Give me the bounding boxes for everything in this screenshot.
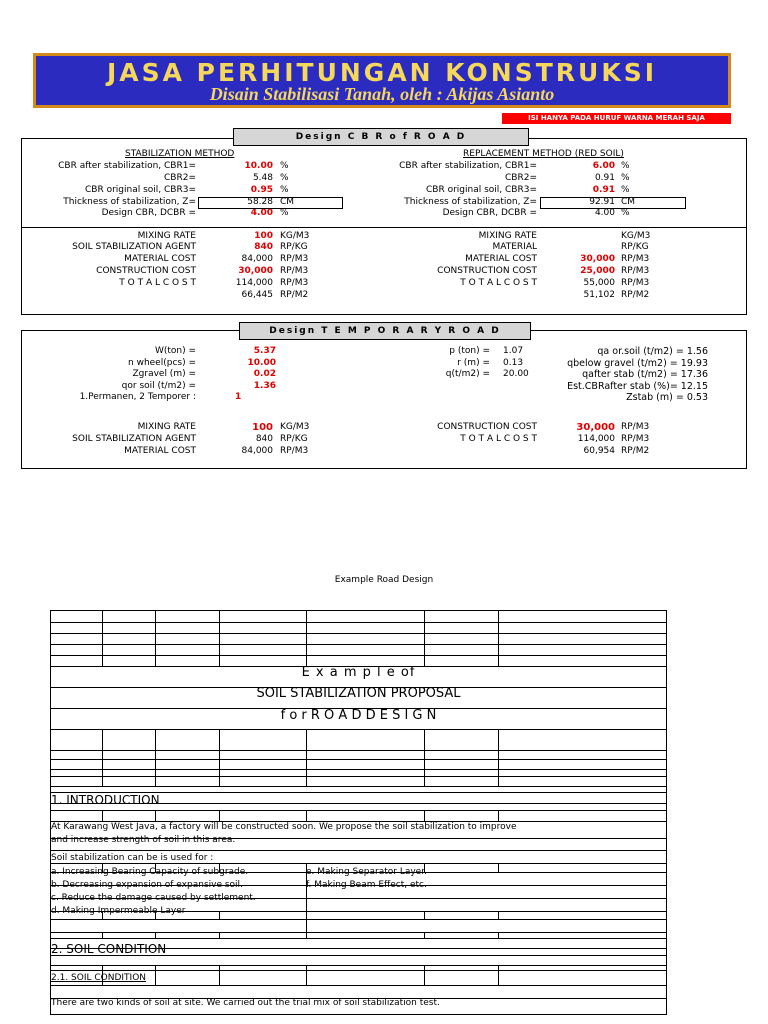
stab-cost-label: CONSTRUCTION COST [96, 266, 196, 276]
stab-cost-label: SOIL STABILIZATION AGENT [72, 242, 196, 252]
stab-row-label: CBR original soil, CBR3= [85, 185, 196, 195]
section-soil-condition: 2. SOIL CONDITION [51, 942, 167, 956]
temp-cost-unit: RP/KG [280, 434, 308, 444]
stab-row-value: 4.00 [250, 208, 273, 218]
temp-cost-value: 100 [252, 422, 273, 433]
repl-row-value: 92.91 [589, 197, 615, 207]
subsection-soil-condition: 2.1. SOIL CONDITION [51, 973, 147, 983]
grid-hline [50, 850, 667, 851]
temp-mid-value: 20.00 [503, 369, 529, 379]
temp-left-label: n wheel(pcs) = [128, 358, 196, 368]
grid-vline [498, 863, 499, 872]
temp-cost-label: MIXING RATE [137, 422, 196, 432]
grid-hline [50, 759, 667, 760]
repl-row-value: 0.91 [594, 173, 615, 183]
grid-vline [498, 965, 499, 985]
stab-cost-unit: KG/M3 [280, 231, 310, 241]
stab-row-unit: % [280, 161, 289, 171]
item-a: a. Increasing Bearing Capacity of subgrade. [51, 867, 249, 877]
grid-vline [219, 965, 220, 985]
grid-vline [219, 729, 220, 786]
grid-vline [102, 932, 103, 938]
grid-hline [50, 863, 667, 864]
stab-row-unit: % [280, 208, 289, 218]
repl-row-unit: % [621, 173, 630, 183]
stab-row-value: 58.28 [247, 197, 273, 207]
grid-vline [102, 729, 103, 786]
intro-line-1: At Karawang West Java, a factory will be constructed soon. We propose the soil stabilization to improve [51, 822, 517, 832]
repl-row-value: 6.00 [592, 161, 615, 171]
grid-vline [424, 810, 425, 821]
grid-vline [424, 729, 425, 786]
grid-vline [306, 932, 307, 938]
grid-vline [219, 911, 220, 919]
temp-cost-value: 30,000 [576, 422, 615, 433]
stab-cost-unit: RP/KG [280, 242, 308, 252]
grid-vline [306, 919, 307, 932]
temp-mid-label: q(t/m2) = [445, 369, 490, 379]
stab-cost-label: MATERIAL COST [124, 254, 196, 264]
grid-vline [498, 610, 499, 666]
temp-cost-label: T O T A L C O S T [460, 434, 537, 444]
grid-vline [424, 965, 425, 985]
stab-cost-value: 66,445 [241, 290, 273, 300]
section-introduction: 1. INTRODUCTION [51, 793, 160, 807]
grid-vline [155, 932, 156, 938]
grid-vline [155, 965, 156, 985]
temp-right-line: qbelow gravel (t/m2) = 19.93 [567, 358, 708, 369]
repl-method-title: REPLACEMENT METHOD (RED SOIL) [463, 149, 624, 159]
repl-thickness-box [540, 197, 686, 209]
grid-hline [50, 750, 667, 751]
grid-vline [424, 911, 425, 919]
temp-cost-unit: RP/M2 [621, 446, 650, 456]
temp-left-value: 0.02 [253, 369, 276, 379]
grid-hline [50, 644, 667, 645]
grid-hline [50, 932, 667, 933]
grid-vline [219, 810, 220, 821]
banner-subtitle: Disain Stabilisasi Tanah, oleh : Akijas Asianto [209, 84, 555, 104]
grid-vline [498, 810, 499, 821]
repl-cost-unit: RP/KG [621, 242, 649, 252]
repl-cost-label: CONSTRUCTION COST [437, 266, 537, 276]
repl-row-label: CBR2= [505, 173, 537, 183]
temp-left-label: Zgravel (m) = [132, 369, 196, 379]
stab-thickness-box [198, 197, 343, 209]
repl-row-label: Thickness of stabilization, Z= [404, 197, 537, 207]
grid-vline [306, 911, 307, 919]
stab-cost-value: 30,000 [238, 266, 273, 276]
grid-hline [50, 655, 667, 656]
repl-cost-unit: RP/M2 [621, 290, 650, 300]
repl-row-unit: % [621, 208, 630, 218]
grid-vline [155, 810, 156, 821]
grid-vline [498, 729, 499, 786]
item-e: e. Making Separator Layer. [306, 867, 427, 877]
temp-left-value: 5.37 [253, 346, 276, 356]
temp-cost-unit: KG/M3 [280, 422, 310, 432]
grid-vline [102, 610, 103, 666]
repl-cost-unit: RP/M3 [621, 278, 650, 288]
grid-vline [219, 610, 220, 666]
stab-row-value: 10.00 [244, 161, 273, 171]
repl-cost-value: 55,000 [583, 278, 615, 288]
repl-cost-label: T O T A L C O S T [460, 278, 537, 288]
banner-title: JASA PERHITUNGAN KONSTRUKSI [106, 58, 658, 87]
grid-hline [50, 919, 667, 920]
stab-row-unit: % [280, 185, 289, 195]
grid-hline [50, 610, 667, 611]
stab-cost-unit: RP/M3 [280, 278, 309, 288]
grid-hline [50, 622, 667, 623]
stab-row-label: CBR2= [164, 173, 196, 183]
cbr-divider [21, 227, 747, 228]
soil-text: There are two kinds of soil at site. We carried out the trial mix of soil stabilization test. [51, 998, 440, 1008]
temp-left-value: 10.00 [247, 358, 276, 368]
repl-row-label: Design CBR, DCBR = [442, 208, 537, 218]
grid-vline [498, 932, 499, 938]
grid-hline [50, 729, 667, 730]
grid-hline [50, 1014, 667, 1015]
temp-mid-label: r (m) = [457, 358, 490, 368]
grid-hline [50, 633, 667, 634]
repl-row-value: 4.00 [594, 208, 615, 218]
grid-hline [50, 985, 667, 986]
repl-cost-unit: KG/M3 [621, 231, 651, 241]
grid-vline [306, 965, 307, 985]
repl-cost-value: 25,000 [580, 266, 615, 276]
grid-vline [306, 729, 307, 786]
repl-cost-label: MATERIAL COST [465, 254, 537, 264]
proposal-title-3: f o r R O A D D E S I G N [280, 708, 437, 723]
proposal-title-1: E x a m p l e of [301, 665, 416, 680]
repl-cost-label: MATERIAL [492, 242, 537, 252]
grid-hline [50, 786, 667, 787]
temp-cost-unit: RP/M3 [280, 446, 309, 456]
item-b: b. Decreasing expansion of expansive soil. [51, 880, 243, 890]
grid-vline [424, 932, 425, 938]
instruction-note: ISI HANYA PADA HURUF WARNA MERAH SAJA [502, 113, 731, 124]
repl-row-label: CBR original soil, CBR3= [426, 185, 537, 195]
intro-line-2: and increase strength of soil in this area. [51, 835, 236, 845]
temp-left-value: 1 [235, 392, 242, 402]
grid-hline [50, 810, 667, 811]
repl-row-unit: % [621, 185, 630, 195]
repl-row-unit: CM [621, 197, 636, 207]
temp-mid-value: 1.07 [503, 346, 524, 356]
grid-hline [50, 965, 667, 966]
stab-row-label: CBR after stabilization, CBR1= [58, 161, 196, 171]
temp-right-line: qafter stab (t/m2) = 17.36 [582, 369, 708, 380]
grid-vline [306, 810, 307, 821]
temp-left-value: 1.36 [253, 381, 276, 391]
repl-row-label: CBR after stabilization, CBR1= [399, 161, 537, 171]
repl-cost-label: MIXING RATE [478, 231, 537, 241]
grid-vline [155, 729, 156, 786]
stab-cost-label: T O T A L C O S T [119, 278, 196, 288]
proposal-title-2: SOIL STABILIZATION PROPOSAL [256, 686, 461, 701]
stab-row-label: Design CBR, DCBR = [101, 208, 196, 218]
stab-cost-unit: RP/M3 [280, 266, 309, 276]
stab-cost-unit: RP/M2 [280, 290, 309, 300]
grid-hline [50, 769, 667, 770]
temp-right-line: Zstab (m) = 0.53 [626, 392, 708, 403]
item-d: d. Making Impermeable Layer [51, 906, 186, 916]
temp-header: Design T E M P O R A R Y R O A D [239, 322, 531, 340]
temp-right-line: Est.CBRafter stab (%)= 12.15 [567, 381, 708, 392]
stab-row-unit: CM [280, 197, 295, 207]
grid-hline [50, 970, 667, 971]
stab-row-value: 5.48 [252, 173, 273, 183]
grid-hline [50, 776, 667, 777]
stab-method-title: STABILIZATION METHOD [125, 149, 235, 159]
grid-vline [306, 872, 307, 911]
grid-vline [219, 932, 220, 938]
temp-right-line: qa or.soil (t/m2) = 1.56 [597, 346, 708, 357]
repl-cost-value: 51,102 [583, 290, 615, 300]
temp-mid-label: p (ton) = [449, 346, 490, 356]
temp-cost-value: 84,000 [241, 446, 273, 456]
stab-cost-value: 114,000 [235, 278, 273, 288]
repl-cost-unit: RP/M3 [621, 266, 650, 276]
item-f: f. Making Beam Effect, etc. [306, 880, 427, 890]
temp-cost-unit: RP/M3 [621, 434, 650, 444]
grid-vline [498, 911, 499, 919]
repl-cost-unit: RP/M3 [621, 254, 650, 264]
stab-row-label: Thickness of stabilization, Z= [63, 197, 196, 207]
temp-cost-label: MATERIAL COST [124, 446, 196, 456]
temp-cost-unit: RP/M3 [621, 422, 650, 432]
grid-vline [155, 610, 156, 666]
temp-mid-value: 0.13 [503, 358, 524, 368]
grid-hline [50, 938, 667, 939]
stab-cost-value: 84,000 [241, 254, 273, 264]
grid-vline [306, 610, 307, 666]
repl-cost-value: 30,000 [580, 254, 615, 264]
grid-vline [424, 610, 425, 666]
cbr-header: Design C B R o f R O A D [233, 128, 529, 146]
stab-row-unit: % [280, 173, 289, 183]
repl-row-unit: % [621, 161, 630, 171]
repl-row-value: 0.91 [592, 185, 615, 195]
stab-cost-value: 840 [254, 242, 273, 252]
example-caption: Example Road Design [334, 575, 434, 585]
stab-cost-unit: RP/M3 [280, 254, 309, 264]
temp-cost-value: 114,000 [577, 434, 615, 444]
temp-left-label: qor soil (t/m2) = [121, 381, 196, 391]
temp-left-label: W(ton) = [154, 346, 196, 356]
stab-cost-label: MIXING RATE [137, 231, 196, 241]
temp-cost-value: 60,954 [583, 446, 615, 456]
temp-cost-label: SOIL STABILIZATION AGENT [72, 434, 196, 444]
temp-cost-value: 840 [255, 434, 273, 444]
used-for-line: Soil stabilization can be is used for : [51, 853, 214, 863]
title-banner [33, 53, 731, 108]
stab-row-value: 0.95 [250, 185, 273, 195]
stab-cost-value: 100 [254, 231, 273, 241]
grid-vline [102, 810, 103, 821]
temp-cost-label: CONSTRUCTION COST [437, 422, 537, 432]
temp-left-label: 1.Permanen, 2 Temporer : [79, 392, 196, 402]
item-c: c. Reduce the damage caused by settlement. [51, 893, 256, 903]
